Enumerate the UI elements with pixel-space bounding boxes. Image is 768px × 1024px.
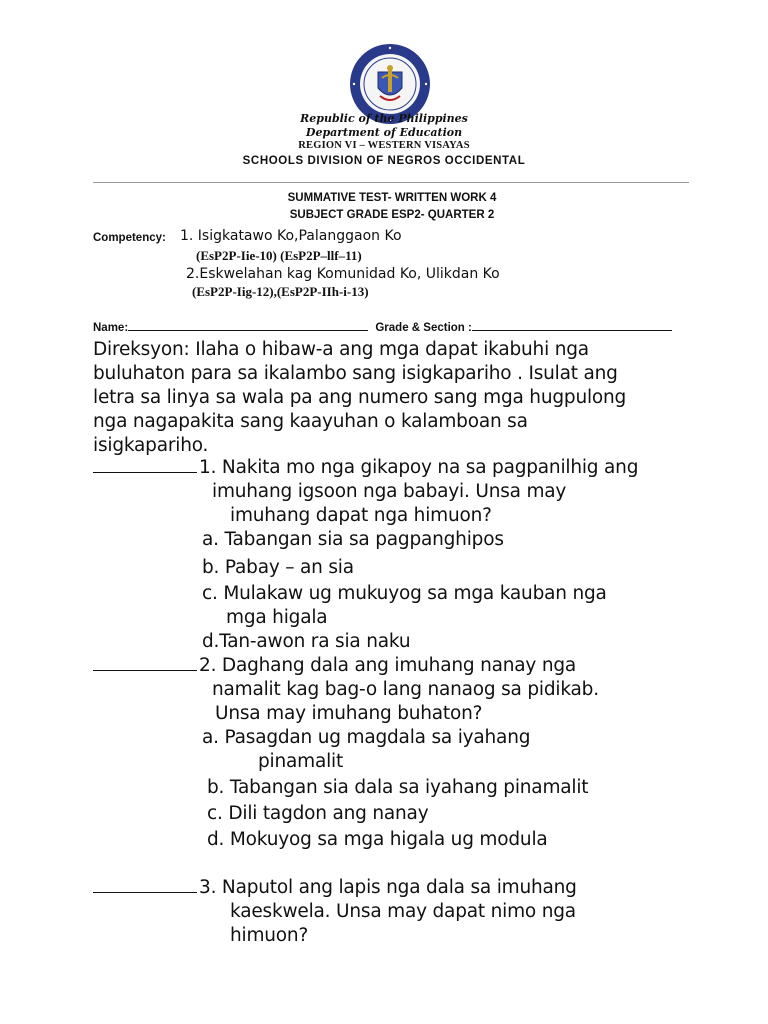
question-1-line-3: imuhang dapat nga himuon? [230,505,492,526]
answer-blank-1[interactable] [93,456,197,473]
question-1-line-2: imuhang igsoon nga babayi. Unsa may [212,481,567,502]
answer-blank-2[interactable] [93,654,197,671]
directions-block [93,338,626,458]
competency-code-2: (EsP2P-Iig-12),(EsP2P-IIh-i-13) [192,284,369,299]
choice-2d: d. Mokuyog sa mga higala ug modula [207,829,548,850]
header-division: SCHOOLS DIVISION OF NEGROS OCCIDENTAL [242,155,526,167]
section-label: Grade & Section : [375,322,472,334]
choice-1d: d.Tan-awon ra sia naku [202,631,411,652]
directions-line: letra sa linya sa wala pa ang numero sang mga hugpulong [93,387,627,408]
header-department: Department of Education [305,126,463,139]
question-2 [93,654,576,678]
name-label: Name: [93,322,129,334]
header-region: REGION VI – WESTERN VISAYAS [298,140,470,151]
question-2-line-3: Unsa may imuhang buhaton? [215,703,483,724]
choice-2a-cont: pinamalit [258,751,344,772]
question-3-line-2: kaeskwela. Unsa may dapat nimo nga [230,901,576,922]
choice-2b: b. Tabangan sia dala sa iyahang pinamalit [207,777,589,798]
question-1-line-1: 1. Nakita mo nga gikapoy na sa pagpanilhig ang [199,457,639,478]
answer-blank-3[interactable] [93,876,197,893]
directions-line: buluhaton para sa ikalambo sang isigkapariho . Isulat ang [93,363,618,384]
test-subtitle: SUBJECT GRADE ESP2- QUARTER 2 [289,209,495,221]
name-field[interactable] [128,319,368,331]
directions-line: Direksyon: Ilaha o hibaw-a ang mga dapat ikabuhi nga [93,339,589,360]
directions-line: isigkapariho. [93,435,209,456]
question-2-line-2: namalit kag bag-o lang nanaog sa pidikab. [212,679,599,700]
competency-item-1: 1. Isigkatawo Ko,Palanggaon Ko [180,228,402,244]
question-1 [93,456,638,480]
competency-code-1: (EsP2P-Iie-10) (EsP2P–llf–11) [196,248,362,263]
competency-label: Competency: [93,232,166,244]
choice-2c: c. Dili tagdon ang nanay [207,803,429,824]
question-3-line-3: himuon? [230,925,309,946]
section-field[interactable] [472,319,672,331]
choice-2a: a. Pasagdan ug magdala sa iyahang [202,727,531,748]
competency-item-2: 2.Eskwelahan kag Komunidad Ko, Ulikdan Ko [186,266,500,282]
header-republic: Republic of the Philippines [300,112,468,125]
directions-line: nga nagapakita sang kaayuhan o kalamboan sa [93,411,528,432]
choice-1a: a. Tabangan sia sa pagpanghipos [202,529,504,550]
test-title: SUMMATIVE TEST- WRITTEN WORK 4 [287,192,497,204]
name-row [93,319,672,334]
question-3-line-1: 3. Naputol ang lapis nga dala sa imuhang [199,877,577,898]
choice-1b: b. Pabay – an sia [202,557,354,578]
choice-1c-cont: mga higala [226,607,328,628]
header-divider [93,182,689,183]
choice-1c: c. Mulakaw ug mukuyog sa mga kauban nga [202,583,607,604]
question-2-line-1: 2. Daghang dala ang imuhang nanay nga [199,655,577,676]
question-3 [93,876,577,900]
